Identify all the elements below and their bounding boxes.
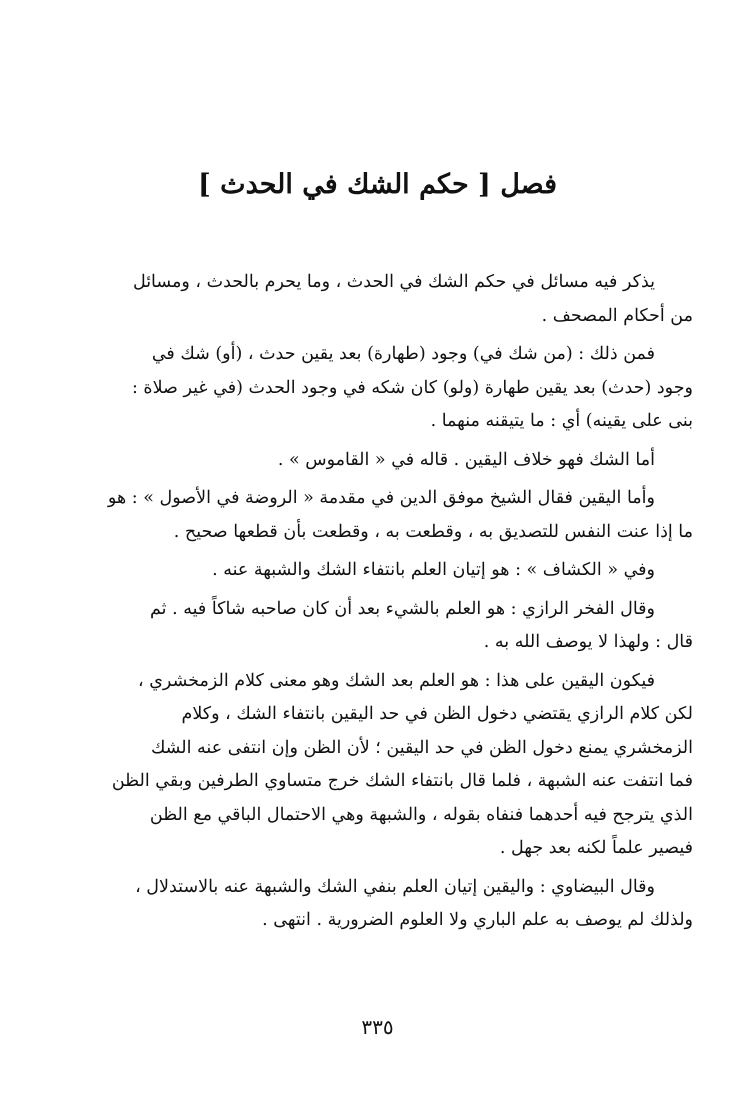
paragraph-doubt-ruling bbox=[57, 338, 693, 439]
text-line: وقال الفخر الرازي : هو العلم بالشيء بعد أن كان صاحبه شاكاً فيه . ثم bbox=[150, 598, 655, 619]
text-line: ما إذا عنت النفس للتصديق به ، وقطعت به ، وقطعت بأن قطعها صحيح . bbox=[173, 521, 693, 542]
text-line: وجود (حدث) بعد يقين طهارة (ولو) كان شكه في وجود الحدث (في غير صلاة : bbox=[131, 377, 693, 398]
text-line: لكن كلام الرازي يقتضي دخول الظن في حد اليقين بانتفاء الشك ، وكلام bbox=[181, 704, 693, 724]
text-line: وأما اليقين فقال الشيخ موفق الدين في مقدمة « الروضة في الأصول » : هو bbox=[107, 488, 655, 508]
text-line: الذي يترجح فيه أحدهما فنفاه بقوله ، والشبهة وهي الاحتمال الباقي مع الظن bbox=[149, 804, 693, 825]
paragraph-kashshaf bbox=[57, 554, 693, 588]
text-line: فما انتفت عنه الشبهة ، فلما قال بانتفاء الشك خرج متساوي الطرفين وبقي الظن bbox=[111, 771, 693, 791]
paragraph-doubt-definition bbox=[57, 444, 693, 478]
text-line: قال : ولهذا لا يوصف الله به . bbox=[483, 632, 693, 652]
text-line: وفي « الكشاف » : هو إتيان العلم بانتفاء الشك والشبهة عنه . bbox=[212, 560, 655, 580]
text-line: فمن ذلك : (من شك في) وجود (طهارة) بعد يقين حدث ، (أو) شك في bbox=[151, 344, 655, 364]
paragraph-certainty-rawda bbox=[57, 482, 693, 549]
paragraph-comparison bbox=[57, 665, 693, 866]
text-line: ولذلك لم يوصف به علم الباري ولا العلوم الضرورية . انتهى . bbox=[262, 910, 693, 930]
text-line: من أحكام المصحف . bbox=[541, 305, 693, 326]
body-text bbox=[57, 266, 693, 943]
text-line: أما الشك فهو خلاف اليقين . قاله في « القاموس » . bbox=[277, 449, 655, 470]
text-line: فيصير علماً لكنه بعد جهل . bbox=[499, 838, 693, 858]
section-title: فصل [ حكم الشك في الحدث ] bbox=[197, 169, 557, 200]
text-line: فيكون اليقين على هذا : هو العلم بعد الشك وهو معنى كلام الزمخشري ، bbox=[138, 670, 655, 691]
text-line: الزمخشري يمنع دخول الظن في حد اليقين ؛ لأن الظن وإن انتفى عنه الشك bbox=[150, 737, 693, 758]
text-line: بنى على يقينه) أي : ما يتيقنه منهما . bbox=[430, 411, 693, 431]
text-line: وقال البيضاوي : واليقين إتيان العلم بنفي الشك والشبهة عنه بالاستدلال ، bbox=[135, 876, 655, 897]
page-number: ٣٣٥ bbox=[361, 1015, 394, 1039]
paragraph-baydawi bbox=[57, 871, 693, 938]
text-line: يذكر فيه مسائل في حكم الشك في الحدث ، وما يحرم بالحدث ، ومسائل bbox=[132, 272, 655, 292]
paragraph-intro bbox=[57, 266, 693, 333]
paragraph-razi bbox=[57, 593, 693, 660]
